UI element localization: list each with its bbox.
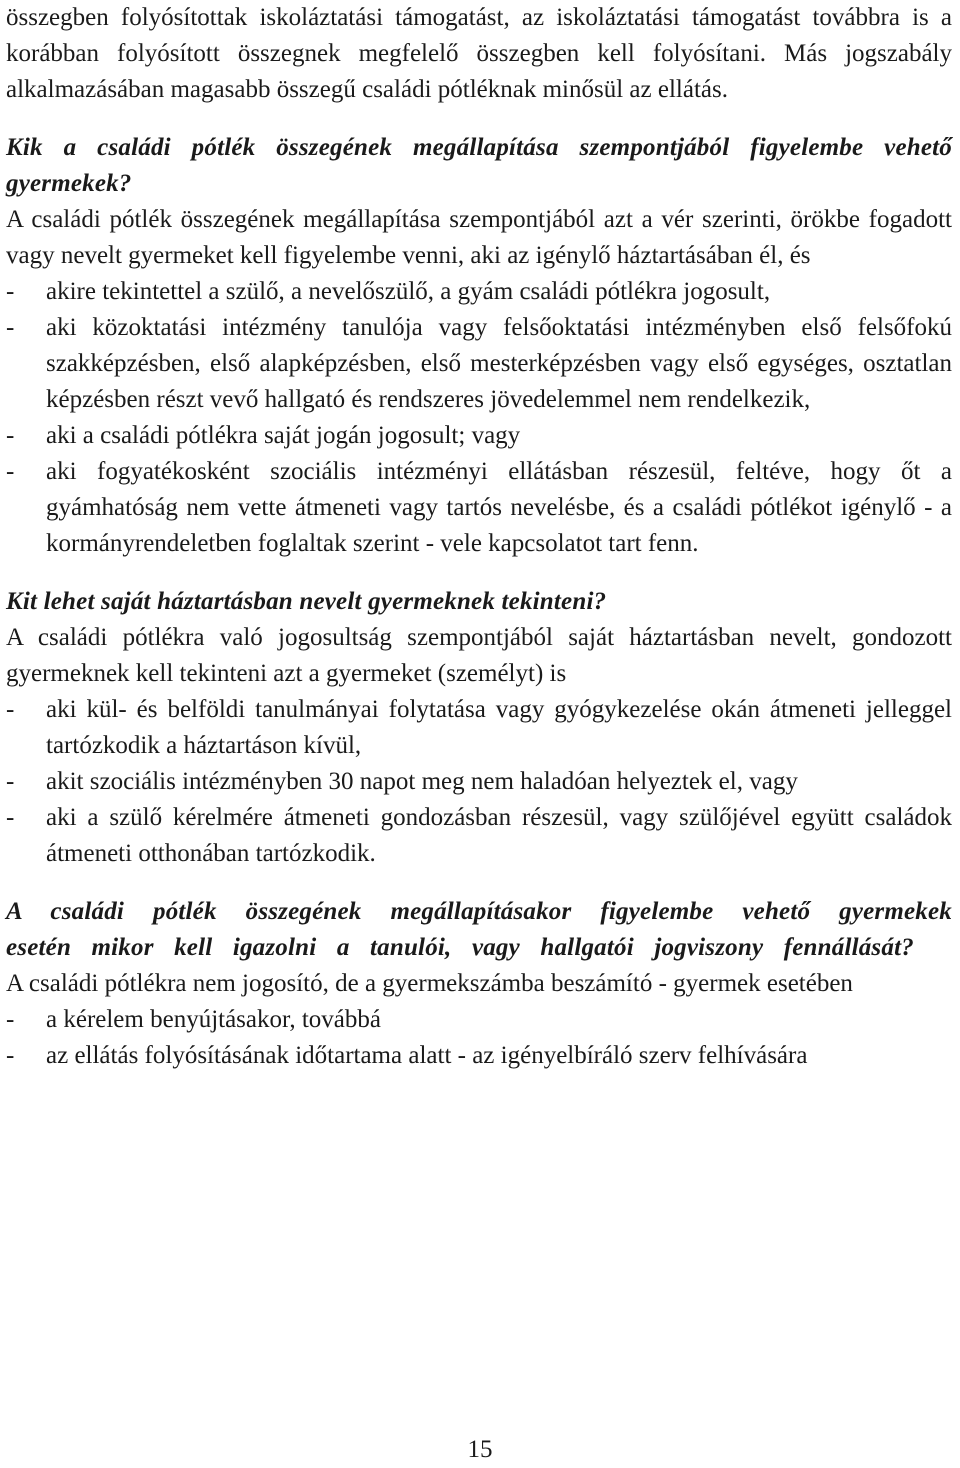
document-page [6, 0, 952, 1074]
section2-heading: Kit lehet saját háztartásban nevelt gyermeknek tekinteni? [6, 588, 607, 615]
intro-line-4: pótléknak minősül az ellátás. [437, 76, 728, 103]
section2-list [6, 692, 952, 872]
dash-marker: - [6, 314, 15, 341]
page-number: 15 [467, 1436, 493, 1463]
list-item: - az ellátás folyósításának időtartama alatt - az igényelbíráló szerv felhívására [6, 1038, 952, 1074]
section1-heading: Kik a családi pótlék összegének megállapítása szempontjából figyelembe vehető gyermekek? [6, 134, 952, 197]
dash-marker: - [6, 696, 15, 723]
list-item: - aki kül- és belföldi tanulmányai folytatása vagy gyógykezelése okán átmeneti jelleggel tartózkodik a háztartáson kívül, [6, 692, 952, 764]
dash-marker: - [6, 422, 15, 449]
dash-marker: - [6, 768, 15, 795]
dash-marker: - [6, 458, 15, 485]
intro-line-2: továbbra is a korábban folyósított összegnek megfelelő összegben kell [6, 4, 953, 67]
section1-body: A családi pótlék összegének megállapítása szempontjából azt a vér szerinti, örökbe fogadott vagy nevelt gyermeket kell figyelembe venni, aki az igénylő háztartásában él, és [6, 206, 952, 269]
dash-marker: - [6, 1042, 15, 1069]
list-item: - aki fogyatékosként szociális intézményi ellátásban részesül, feltéve, hogy őt a gyámhatóság nem vette átmeneti vagy tartós nevelésbe, és a családi pótlékot igénylő - a kormányrendeletben foglaltak szerint - vele kapcsolatot tart fenn. [6, 454, 952, 562]
section3-body: A családi pótlékra nem jogosító, de a gyermekszámba beszámító - gyermek esetében [6, 970, 853, 997]
intro-line-1: összegben folyósítottak iskoláztatási támogatást, az iskoláztatási támogatást [6, 4, 801, 31]
dash-marker: - [6, 278, 15, 305]
section3-list [6, 1002, 952, 1074]
list-item: - aki a szülő kérelmére átmeneti gondozásban részesül, vagy szülőjével együtt családok átmeneti otthonában tartózkodik. [6, 800, 952, 872]
list-item: - akire tekintettel a szülő, a nevelőszülő, a gyám családi pótlékra jogosult, [6, 274, 952, 310]
spacer [6, 562, 952, 584]
section1-list [6, 274, 952, 562]
section2-body: A családi pótlékra való jogosultság szempontjából saját háztartásban nevelt, gondozott gyermeknek kell tekinteni azt a gyermeket (személyt) is [6, 624, 952, 687]
list-item: - akit szociális intézményben 30 napot meg nem haladóan helyeztek el, vagy [6, 764, 952, 800]
spacer [6, 108, 952, 130]
intro-paragraph [6, 0, 952, 108]
list-item: - aki közoktatási intézmény tanulója vagy felsőoktatási intézményben első felsőfokú szakképzésben, első alapképzésben, első mesterképzésben vagy első egységes, osztatlan képzésben részt vevő hallgató és rendszeres jövedelemmel nem rendelkezik, [6, 310, 952, 418]
section3-heading: A családi pótlék összegének megállapításakor figyelembe vehető gyermekek esetén mikor kell igazolni a tanulói, vagy hallgatói jogviszony fennállását? [6, 898, 952, 961]
list-item: - a kérelem benyújtásakor, továbbá [6, 1002, 952, 1038]
intro-line-3: folyósítani. Más jogszabály alkalmazásában magasabb összegű családi [6, 40, 953, 103]
dash-marker: - [6, 804, 15, 831]
list-item: - aki a családi pótlékra saját jogán jogosult; vagy [6, 418, 952, 454]
dash-marker: - [6, 1006, 15, 1033]
spacer [6, 872, 952, 894]
